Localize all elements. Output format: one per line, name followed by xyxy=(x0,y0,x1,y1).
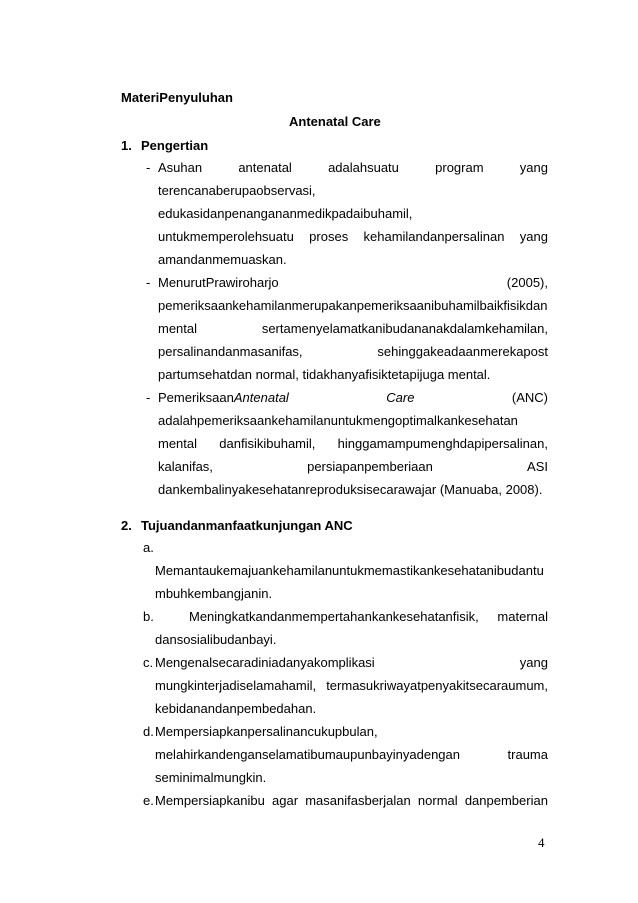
paragraph-line: seminimalmungkin. xyxy=(155,770,267,785)
word: trauma xyxy=(507,747,548,762)
paragraph-line: Mempersiapkanpersalinancukupbulan, xyxy=(155,724,378,739)
paragraph-line xyxy=(158,160,548,176)
word: normal xyxy=(417,793,458,808)
word: antenatal xyxy=(238,160,292,175)
word: agar xyxy=(272,793,299,808)
paragraph-line: amandanmemuaskan. xyxy=(158,252,287,267)
paragraph-line xyxy=(155,793,548,809)
list-label: a. xyxy=(143,540,154,555)
italic-term: Antenatal xyxy=(233,390,289,405)
paragraph-line xyxy=(155,747,548,763)
list-bullet: - xyxy=(146,275,151,290)
paragraph-line: dankembalinyakesehatanreproduksisecarawajar (Manuaba, 2008). xyxy=(158,482,543,497)
word: untukmemperolehsuatu xyxy=(158,229,294,244)
word: adalahsuatu xyxy=(328,160,399,175)
word: MenurutPrawiroharjo xyxy=(158,275,279,290)
paragraph-line xyxy=(158,459,548,475)
paragraph-line xyxy=(158,229,548,245)
word: danpemberian xyxy=(464,793,548,808)
paragraph-line xyxy=(158,275,548,291)
word: persalinandanmasanifas, xyxy=(158,344,303,359)
document-heading: MateriPenyuluhan xyxy=(121,90,233,105)
word: melahirkandenganselamatibumaupunbayinyadengan xyxy=(155,747,460,762)
paragraph-line: kebidanandanpembedahan. xyxy=(155,701,317,716)
list-label: e. xyxy=(143,793,154,808)
word: maternal xyxy=(497,609,548,624)
word: yang xyxy=(519,160,548,175)
word: mental xyxy=(158,436,198,451)
section-2-title: Tujuandanmanfaatkunjungan ANC xyxy=(141,518,353,533)
paragraph-line: partumsehatdan normal, tidakhanyafisiktetapijuga mental. xyxy=(158,367,491,382)
word: sertamenyelamatkanibudananakdalamkehamilan, xyxy=(261,321,548,336)
paragraph-line xyxy=(155,678,548,694)
section-1-number: 1. xyxy=(121,138,132,153)
word: Meningkatkandanmempertahankankesehatanfisik, xyxy=(189,609,479,624)
word: mungkinterjadiselamahamil, xyxy=(155,678,317,693)
list-label: d. xyxy=(143,724,154,739)
section-2-number: 2. xyxy=(121,518,132,533)
paragraph-line xyxy=(189,609,548,625)
paragraph-line: edukasidanpenangananmedikpadaibuhamil, xyxy=(158,206,413,221)
word: Mengenalsecaradiniadanyakomplikasi xyxy=(155,655,375,670)
word: termasukriwayatpenyakitsecaraumum, xyxy=(326,678,548,693)
document-subheading: Antenatal Care xyxy=(289,114,381,129)
word: (2005), xyxy=(506,275,548,290)
paragraph-line: mbuhkembangjanin. xyxy=(155,586,273,601)
word: Mempersiapkanibu xyxy=(155,793,265,808)
paragraph-line xyxy=(158,390,548,406)
section-1-title: Pengertian xyxy=(141,138,209,153)
word: yang xyxy=(519,229,548,244)
word: Asuhan xyxy=(158,160,203,175)
word: danfisikibuhamil, xyxy=(219,436,316,451)
word: program xyxy=(435,160,484,175)
paragraph-line: adalahpemeriksaankehamilanuntukmengoptimalkankesehatan xyxy=(158,413,518,428)
word: kalanifas, xyxy=(158,459,213,474)
paragraph-line xyxy=(155,655,548,671)
word: masanifasberjalan xyxy=(305,793,411,808)
list-label: c. xyxy=(143,655,154,670)
paragraph-line: Memantaukemajuankehamilanuntukmemastikankesehatanibudantu xyxy=(155,563,544,578)
paragraph-line: dansosialibudanbayi. xyxy=(155,632,277,647)
list-bullet: - xyxy=(146,390,151,405)
word: (ANC) xyxy=(511,390,548,405)
word: Pemeriksaan xyxy=(158,390,234,405)
paragraph-line: pemeriksaankehamilanmerupakanpemeriksaanibuhamilbaikfisikdan xyxy=(158,298,548,313)
italic-term: Care xyxy=(386,390,415,405)
paragraph-line xyxy=(158,321,548,337)
list-bullet: - xyxy=(146,160,151,175)
word: yang xyxy=(519,655,548,670)
page-number: 4 xyxy=(538,835,545,850)
word: mental xyxy=(158,321,198,336)
word: kehamilandanpersalinan xyxy=(363,229,505,244)
list-label: b. xyxy=(143,609,154,624)
word: sehinggakeadaanmerekapost xyxy=(377,344,548,359)
paragraph-line: terencanaberupaobservasi, xyxy=(158,183,316,198)
word: proses xyxy=(309,229,349,244)
word: hinggamampumenghdapipersalinan, xyxy=(337,436,548,451)
word: ASI xyxy=(527,459,548,474)
word: persiapanpemberiaan xyxy=(307,459,433,474)
paragraph-line xyxy=(158,436,548,452)
paragraph-line xyxy=(158,344,548,360)
word xyxy=(158,390,289,406)
